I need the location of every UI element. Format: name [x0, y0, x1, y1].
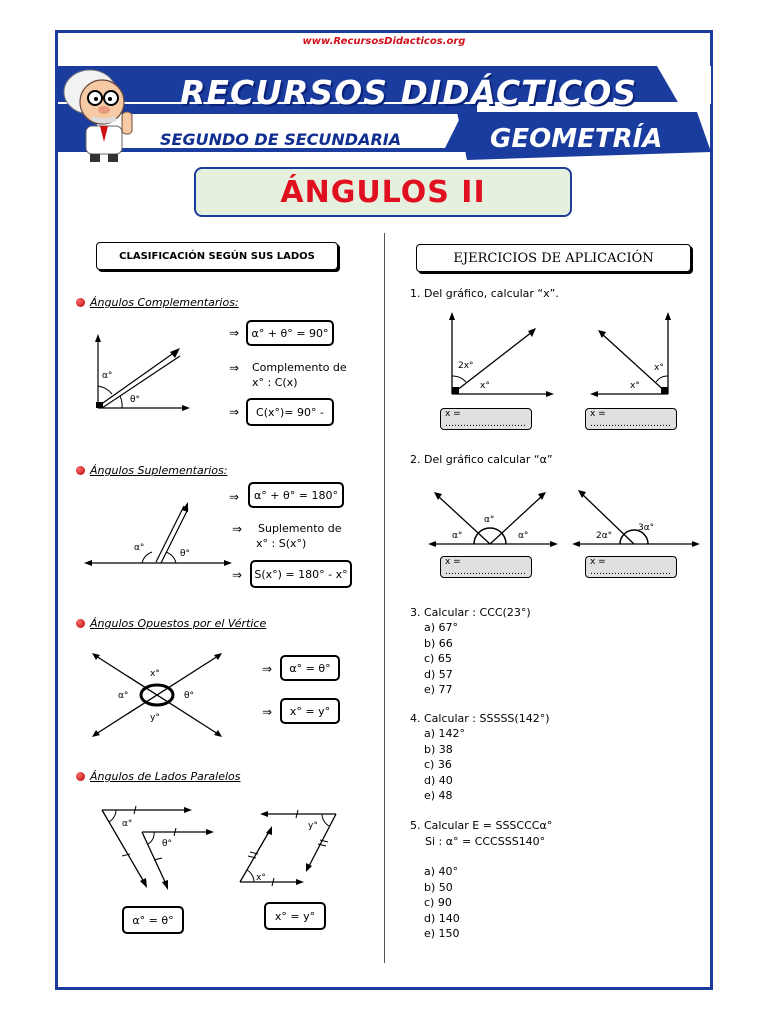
formula-box: C(x°)= 90° -: [246, 398, 334, 426]
option[interactable]: a) 67°: [424, 621, 459, 634]
q2-alpha-1: α°: [452, 531, 463, 541]
section-opuestos: [76, 617, 266, 630]
option[interactable]: c) 65: [424, 652, 452, 665]
section-paralelos: [76, 770, 241, 783]
q2-diagram-left: [428, 488, 558, 550]
q1-label-2x: 2x°: [458, 361, 474, 371]
q1-label-x2: x°: [654, 363, 664, 373]
q2-diagram-right: [572, 488, 700, 550]
bullet-icon: [76, 466, 85, 475]
answer-box[interactable]: x = ………………………: [440, 408, 532, 430]
option[interactable]: a) 142°: [424, 727, 466, 740]
site-url[interactable]: www.RecursosDidacticos.org: [302, 36, 466, 47]
question-2: 2. Del gráfico calcular “α”: [410, 453, 553, 466]
x-label: x°: [150, 669, 160, 679]
vertical-angles-diagram: [90, 650, 225, 740]
option[interactable]: d) 57: [424, 667, 453, 681]
theta-label: θ°: [130, 395, 141, 405]
section-suplementarios: [76, 464, 227, 477]
option[interactable]: d) 140: [424, 911, 460, 925]
q1-label-x3: x°: [630, 381, 640, 391]
formula-box: α° = θ°: [122, 906, 184, 934]
subject-label: GEOMETRÍA: [490, 124, 663, 154]
formula-box: x° = y°: [264, 902, 326, 930]
answer-box[interactable]: x = ………………………: [585, 556, 677, 578]
implies-arrow: ⇒: [262, 705, 273, 719]
theta-label: θ°: [180, 549, 191, 559]
formula-box: α° + θ° = 180°: [248, 482, 344, 508]
q5-options: [424, 864, 460, 942]
q1-diagram-left: [444, 312, 554, 402]
formula-box: α° = θ°: [280, 655, 340, 681]
professor-mascot-icon: [60, 62, 160, 164]
option[interactable]: b) 66: [424, 636, 453, 650]
option[interactable]: b) 38: [424, 742, 453, 756]
page-title: ÁNGULOS II: [280, 174, 486, 210]
answer-box[interactable]: x = ………………………: [585, 408, 677, 430]
implies-arrow: ⇒: [229, 490, 240, 504]
text-line: x° : S(x°): [256, 537, 307, 550]
option[interactable]: a) 40°: [424, 865, 459, 878]
implies-arrow: ⇒: [232, 568, 243, 582]
q2-3alpha: 3α°: [638, 523, 655, 533]
question-1: 1. Del gráfico, calcular “x”.: [410, 287, 559, 300]
bullet-icon: [76, 772, 85, 781]
column-divider: [384, 233, 385, 963]
section-title: Ángulos de Lados Paralelos: [90, 770, 241, 783]
bullet-icon: [76, 298, 85, 307]
option[interactable]: b) 50: [424, 880, 453, 894]
option[interactable]: e) 150: [424, 927, 460, 940]
q2-alpha-2: α°: [484, 515, 495, 525]
left-section-header: CLASIFICACIÓN SEGÚN SUS LADOS: [96, 242, 338, 270]
question-3: 3. Calcular : CCC(23°): [410, 606, 531, 619]
alpha-label: α°: [102, 371, 113, 381]
option[interactable]: c) 36: [424, 758, 452, 771]
question-4: 4. Calcular : SSSSS(142°): [410, 712, 550, 725]
text-line: Complemento de: [252, 361, 347, 374]
text-line: Suplemento de: [258, 522, 342, 535]
parallel-sides-diagram-1: [96, 804, 216, 894]
q5-condition: Si : α° = CCCSSS140°: [425, 835, 546, 848]
formula-box: x° = y°: [280, 698, 340, 724]
q2-alpha-3: α°: [518, 531, 529, 541]
q3-options: [424, 620, 458, 698]
alpha-label: α°: [122, 819, 133, 829]
supplementary-angle-diagram: [84, 500, 234, 575]
option[interactable]: d) 40: [424, 773, 453, 787]
section-complementarios: [76, 296, 239, 309]
implies-arrow: ⇒: [229, 361, 240, 375]
formula-box: S(x°) = 180° - x°: [250, 560, 352, 588]
y-label: y°: [308, 821, 318, 831]
option[interactable]: e) 48: [424, 789, 453, 802]
y-label: y°: [150, 713, 160, 723]
q1-label-x: x°: [480, 381, 490, 391]
complementary-angle-diagram: [80, 330, 200, 420]
implies-arrow: ⇒: [232, 522, 243, 536]
section-title: Ángulos Suplementarios:: [90, 464, 228, 477]
alpha-label: α°: [118, 691, 129, 701]
bullet-icon: [76, 619, 85, 628]
grade-label: SEGUNDO DE SECUNDARIA: [160, 130, 402, 149]
implies-arrow: ⇒: [229, 326, 240, 340]
implies-arrow: ⇒: [229, 405, 240, 419]
q1-diagram-right: [590, 312, 680, 402]
title-box: [194, 167, 572, 217]
section-title: Ángulos Opuestos por el Vértice: [90, 617, 267, 630]
option[interactable]: c) 90: [424, 896, 452, 909]
answer-box[interactable]: x = ………………………: [440, 556, 532, 578]
right-section-header: EJERCICIOS DE APLICACIÓN: [416, 244, 691, 272]
q4-options: [424, 726, 465, 804]
theta-label: θ°: [184, 691, 195, 701]
q2-2alpha: 2α°: [596, 531, 613, 541]
formula-box: α° + θ° = 90°: [246, 320, 334, 346]
implies-arrow: ⇒: [262, 662, 273, 676]
question-5: 5. Calcular E = SSSCCCα°: [410, 819, 553, 832]
alpha-label: α°: [134, 543, 145, 553]
brand-title: RECURSOS DIDÁCTICOS: [180, 73, 638, 112]
text-line: x° : C(x): [252, 376, 298, 389]
x-label: x°: [256, 873, 266, 883]
section-title: Ángulos Complementarios:: [90, 296, 239, 309]
theta-label: θ°: [162, 839, 173, 849]
parallel-sides-diagram-2: [236, 808, 356, 888]
option[interactable]: e) 77: [424, 683, 453, 696]
